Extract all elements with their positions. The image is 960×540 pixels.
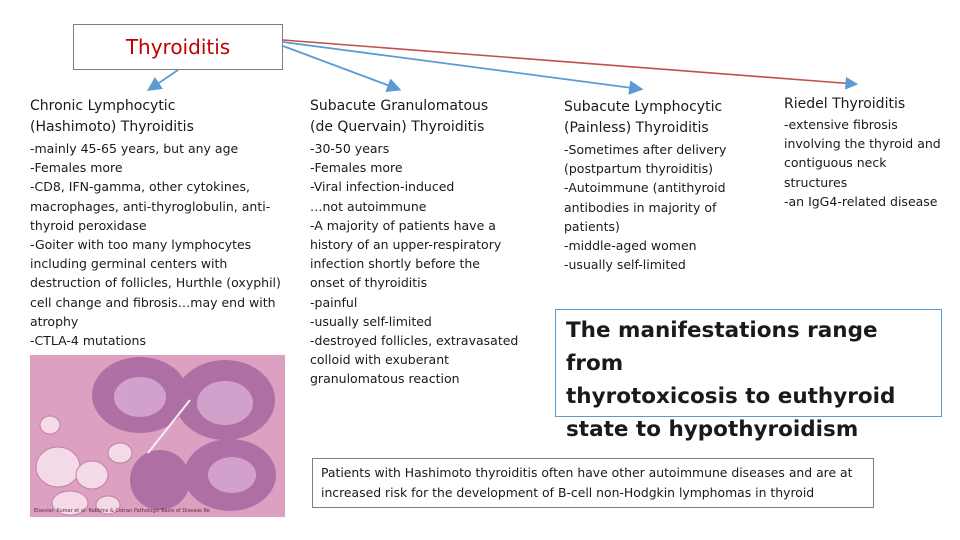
hashimoto-heading: Chronic Lymphocytic (Hashimoto) Thyroiditis [30,98,194,135]
painless-heading: Subacute Lymphocytic (Painless) Thyroiditis [564,99,723,136]
manifestations-box [555,309,942,442]
dequervain-body: -30-50 years -Females more -Viral infection-induced …not autoimmune -A majority of patients have a history of an upper-respiratory infection shortly before the onset of thyroiditis -painful -usually self-limited -destroyed follicles, extravasated colloid with exuberant granulomatous reaction [310,141,519,387]
histology-micrograph [30,355,285,517]
riedel-heading: Riedel Thyroiditis [784,96,906,112]
riedel-body: -extensive fibrosis involving the thyroid and contiguous neck structures -an IgG4-related disease [784,117,941,209]
page-title: Thyroiditis [125,35,231,59]
painless-body: -Sometimes after delivery (postpartum thyroiditis) -Autoimmune (antithyroid antibodies in majority of patients) -middle-aged women -usually self-limited [564,142,727,273]
hashimoto-body: -mainly 45-65 years, but any age -Females more -CD8, IFN-gamma, other cytokines, macrophages, anti-thyroglobulin, anti- thyroid peroxidase -Goiter with too many lymphocytes including germinal centers with destruction of follicles, Hurthle (oxyphil) cell change and fibrosis…may end with atrophy -CTLA-4 mutations [30,141,281,349]
arrow-to-dequervain [283,46,398,89]
micrograph-caption: Elsevier. Kumar et al: Robbins & Cotran Pathologic Basis of Disease 8e [34,508,210,514]
manifestations-text: The manifestations range from thyrotoxicosis to euthyroid state to hypothyroidism [566,318,896,442]
hashimoto-note-text: Patients with Hashimoto thyroiditis often have other autoimmune diseases and are at increased risk for the development of B-cell non-Hodgkin lymphomas in thyroid [321,465,853,500]
arrow-to-hashimoto [150,70,178,89]
hashimoto-note-box [312,458,874,508]
micrograph-drawing [30,355,285,517]
dequervain-heading: Subacute Granulomatous (de Quervain) Thyroiditis [310,98,489,135]
